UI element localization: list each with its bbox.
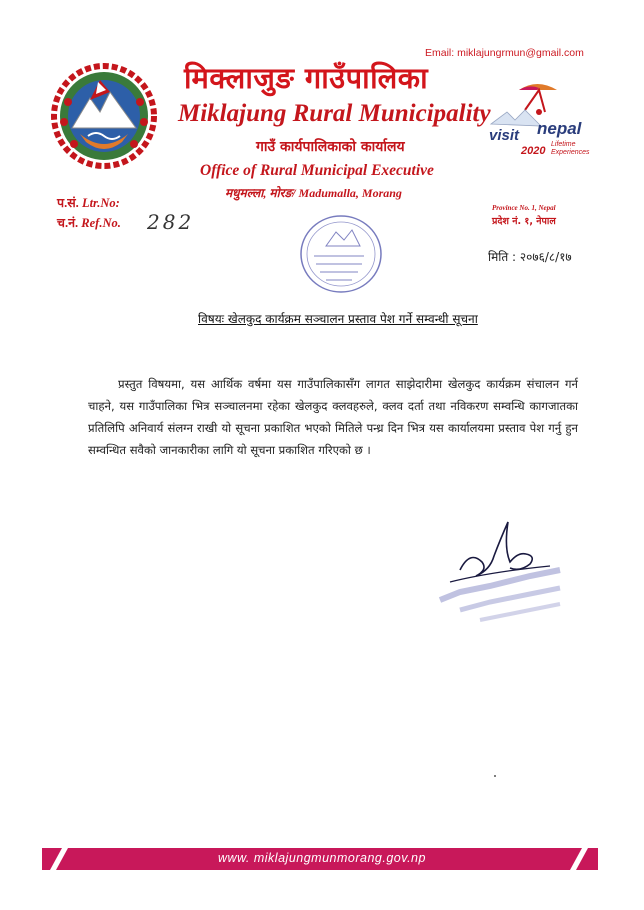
municipality-emblem-logo bbox=[50, 62, 158, 170]
email-address: Email: miklajungrmun@gmail.com bbox=[425, 47, 584, 59]
ltr-label-english: Ltr.No: bbox=[81, 196, 120, 210]
ltr-label-nepali: प.सं. bbox=[57, 196, 79, 210]
reference-number-handwritten: 282 bbox=[147, 210, 195, 234]
visit-nepal-2020-logo bbox=[485, 82, 605, 162]
province-nepali: प्रदेश नं. १, नेपाल bbox=[492, 216, 556, 227]
ref-label-english: Ref.No. bbox=[81, 216, 121, 230]
nepal-text: nepal bbox=[537, 119, 582, 138]
speck bbox=[494, 775, 496, 777]
letter-subject: विषयः खेलकुद कार्यक्रम सञ्चालन प्रस्ताव पेश गर्ने सम्वन्धी सूचना bbox=[198, 312, 478, 326]
year-text: 2020 bbox=[521, 145, 546, 157]
tagline-1: Lifetime bbox=[551, 141, 576, 148]
website-url: www. miklajungmunmorang.gov.np bbox=[218, 851, 426, 865]
visit-text: visit bbox=[489, 127, 520, 144]
municipality-title-english: Miklajung Rural Municipality bbox=[178, 100, 491, 127]
official-stamp-seal bbox=[296, 212, 386, 296]
letter-number-label bbox=[57, 194, 120, 211]
municipality-title-nepali: मिक्लाजुङ गाउँपालिका bbox=[184, 61, 429, 95]
letter-date: मिति : २०७६/८/१७ bbox=[488, 250, 572, 264]
notice-body-paragraph: प्रस्तुत विषयमा, यस आर्थिक वर्षमा यस गाउँपालिकासँग लागत साझेदारीमा खेलकुद कार्यक्रम संचालन गर्न चाहने, यस गाउँपालिका भित्र सञ्चालनमा रहेका खेलकुद क्लवहरुले, क्लव दर्ता तथा नविकरण सम्वन्धि कागजातका प्रतिलिपि अनिवार्य संलग्न राखी यो सूचना प्रकाशित भएको मितिले पन्ध्र दिन भित्र यस कार्यालयमा प्रस्ताव पेश गर्नु हुन सम्वन्धित सवैको जानकारीका लागि यो सूचना प्रकाशित गरिएको छ । bbox=[88, 377, 578, 457]
reference-number-label bbox=[57, 214, 121, 231]
ref-label-nepali: च.नं. bbox=[57, 216, 79, 230]
office-address: मधुमल्ला, मोरङ/ Madumalla, Morang bbox=[225, 186, 402, 200]
province-english: Province No. 1, Nepal bbox=[492, 204, 556, 212]
tagline-2: Experiences bbox=[551, 149, 590, 156]
signature-and-stamp bbox=[420, 500, 570, 630]
office-title-english: Office of Rural Municipal Executive bbox=[200, 162, 434, 179]
office-title-nepali: गाउँ कार्यपालिकाको कार्यालय bbox=[256, 139, 405, 155]
